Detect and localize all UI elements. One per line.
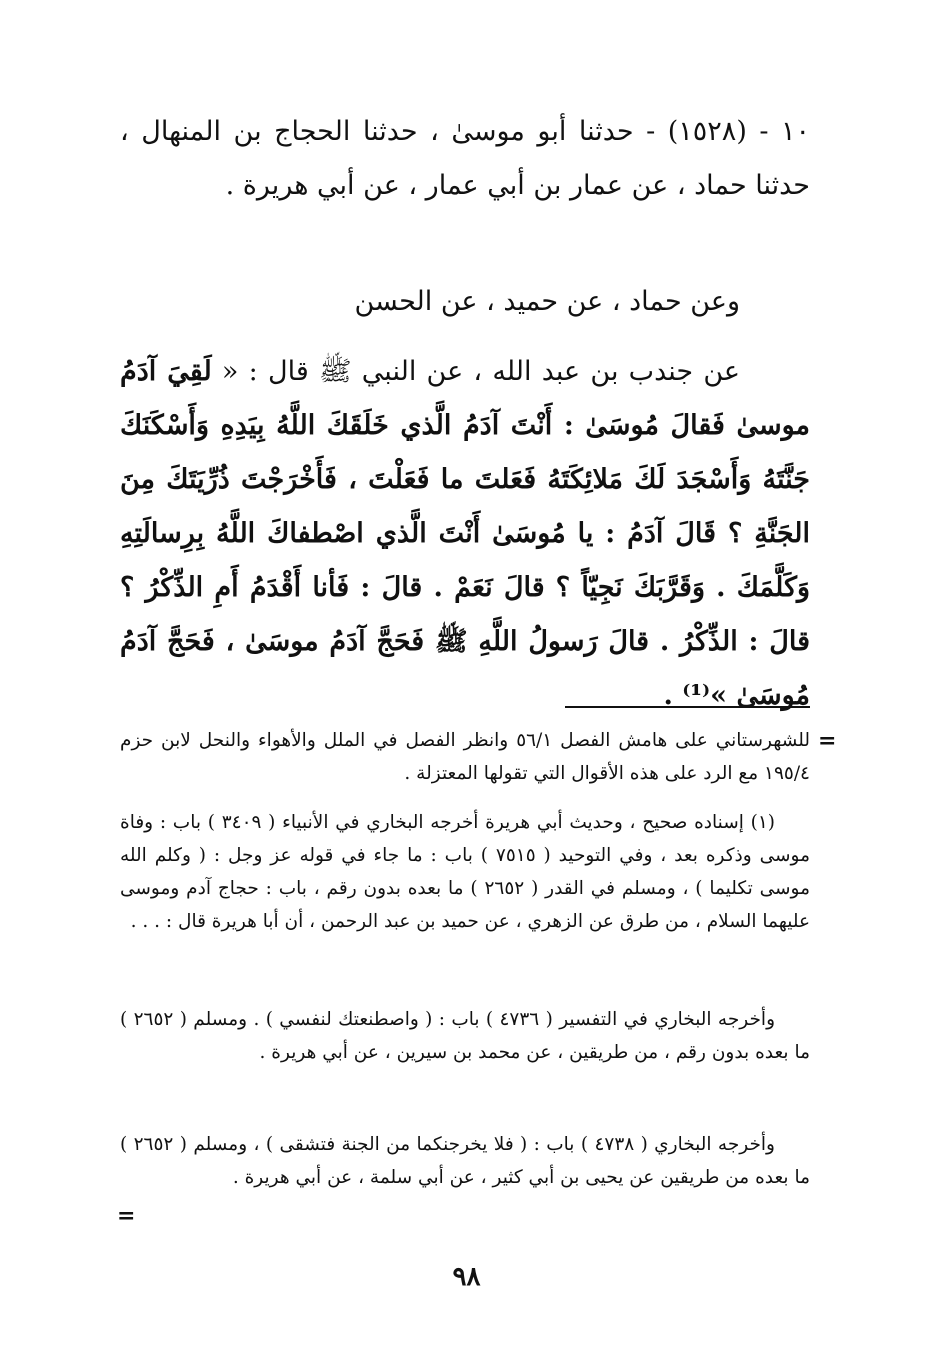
matn-end: »⁽¹⁾ .: [663, 680, 737, 711]
footnote-3: وأخرجه البخاري ( ٤٧٣٨ ) باب : ( فلا يخرجنكما من الجنة فتشقى ) ، ومسلم ( ٢٦٥٢ ) ما بعده من طريقين عن يحيى بن أبي كثير ، عن أبي سلمة ، عن أبي هريرة .: [120, 1134, 810, 1188]
footnote-end-marker: =: [117, 1203, 136, 1229]
hadith-matn: [120, 345, 810, 723]
footnote-1: (١) إسناده صحيح ، وحديث أبي هريرة أخرجه البخاري في الأنبياء ( ٣٤٠٩ ) باب : وفاة موسى وذكره بعد ، وفي التوحيد ( ٧٥١٥ ) باب : ما جاء في قوله عز وجل : ( وكلم الله موسى تكليما ) ، ومسلم في القدر ( ٢٦٥٢ ) ما بعده بدون رقم ، باب : حجاج آدم وموسى عليهما السلام ، من طرق عن الزهري ، عن حميد بن عبد الرحمن ، أن أبا هريرة قال : . . .: [120, 812, 811, 932]
footnote-divider: [565, 706, 810, 708]
matn-quote: لَقِيَ آدَمُ موسىٰ فَقالَ مُوسَىٰ : أَنْتَ آدَمُ الَّذي خَلَقَكَ اللَّهُ بِيَدِهِ وَأَسْكَنَكَ جَنَّتَهُ وَأَسْجَدَ لَكَ مَلائِكَتَهُ فَعَلتَ ما فَعَلْتَ ، فَأَخْرَجْتَ ذُرِّيَتَكَ مِنَ الجَنَّةِ ؟ قَالَ آدَمُ : يا مُوسَىٰ أَنْتَ الَّذي اصْطفاكَ اللَّهُ بِرِسالَتِهِ وَكَلَّمَكَ . وَقَرَّبَكَ نَجِيّاً ؟ قالَ نَعَمْ . قالَ : فَأنا أَقْدَمُ أَمِ الذِّكْرُ ؟ قالَ : الذِّكْرُ . قالَ رَسولُ اللَّهِ ﷺ فَحَجَّ آدَمُ موسَىٰ ، فَحَجَّ آدَمُ مُوسَىٰ: [120, 356, 810, 711]
footnote-2: وأخرجه البخاري في التفسير ( ٤٧٣٦ ) باب : ( واصطنعتك لنفسي ) . ومسلم ( ٢٦٥٢ ) ما بعده بدون رقم ، من طريقين ، عن محمد بن سيرين ، عن أبي هريرة .: [120, 1009, 810, 1063]
hadith-isnad-2: وعن حماد ، عن حميد ، عن الحسن: [354, 286, 740, 317]
footnote-continuation-marker: =: [818, 728, 837, 754]
footnote-continuation: للشهرستاني على هامش الفصل ٥٦/١ وانظر الفصل في الملل والأهواء والنحل لابن حزم ١٩٥/٤ مع الرد على هذه الأقوال التي تقولها المعتزلة .: [120, 730, 810, 784]
hadith-isnad-1: ١٠ - (١٥٢٨) - حدثنا أبو موسىٰ ، حدثنا الحجاج بن المنهال ، حدثنا حماد ، عن عمار بن أبي عمار ، عن أبي هريرة .: [120, 116, 811, 201]
page-number: ٩٨: [452, 1262, 481, 1292]
matn-intro: عن جندب بن عبد الله ، عن النبي ﷺ قال : «: [211, 356, 740, 387]
